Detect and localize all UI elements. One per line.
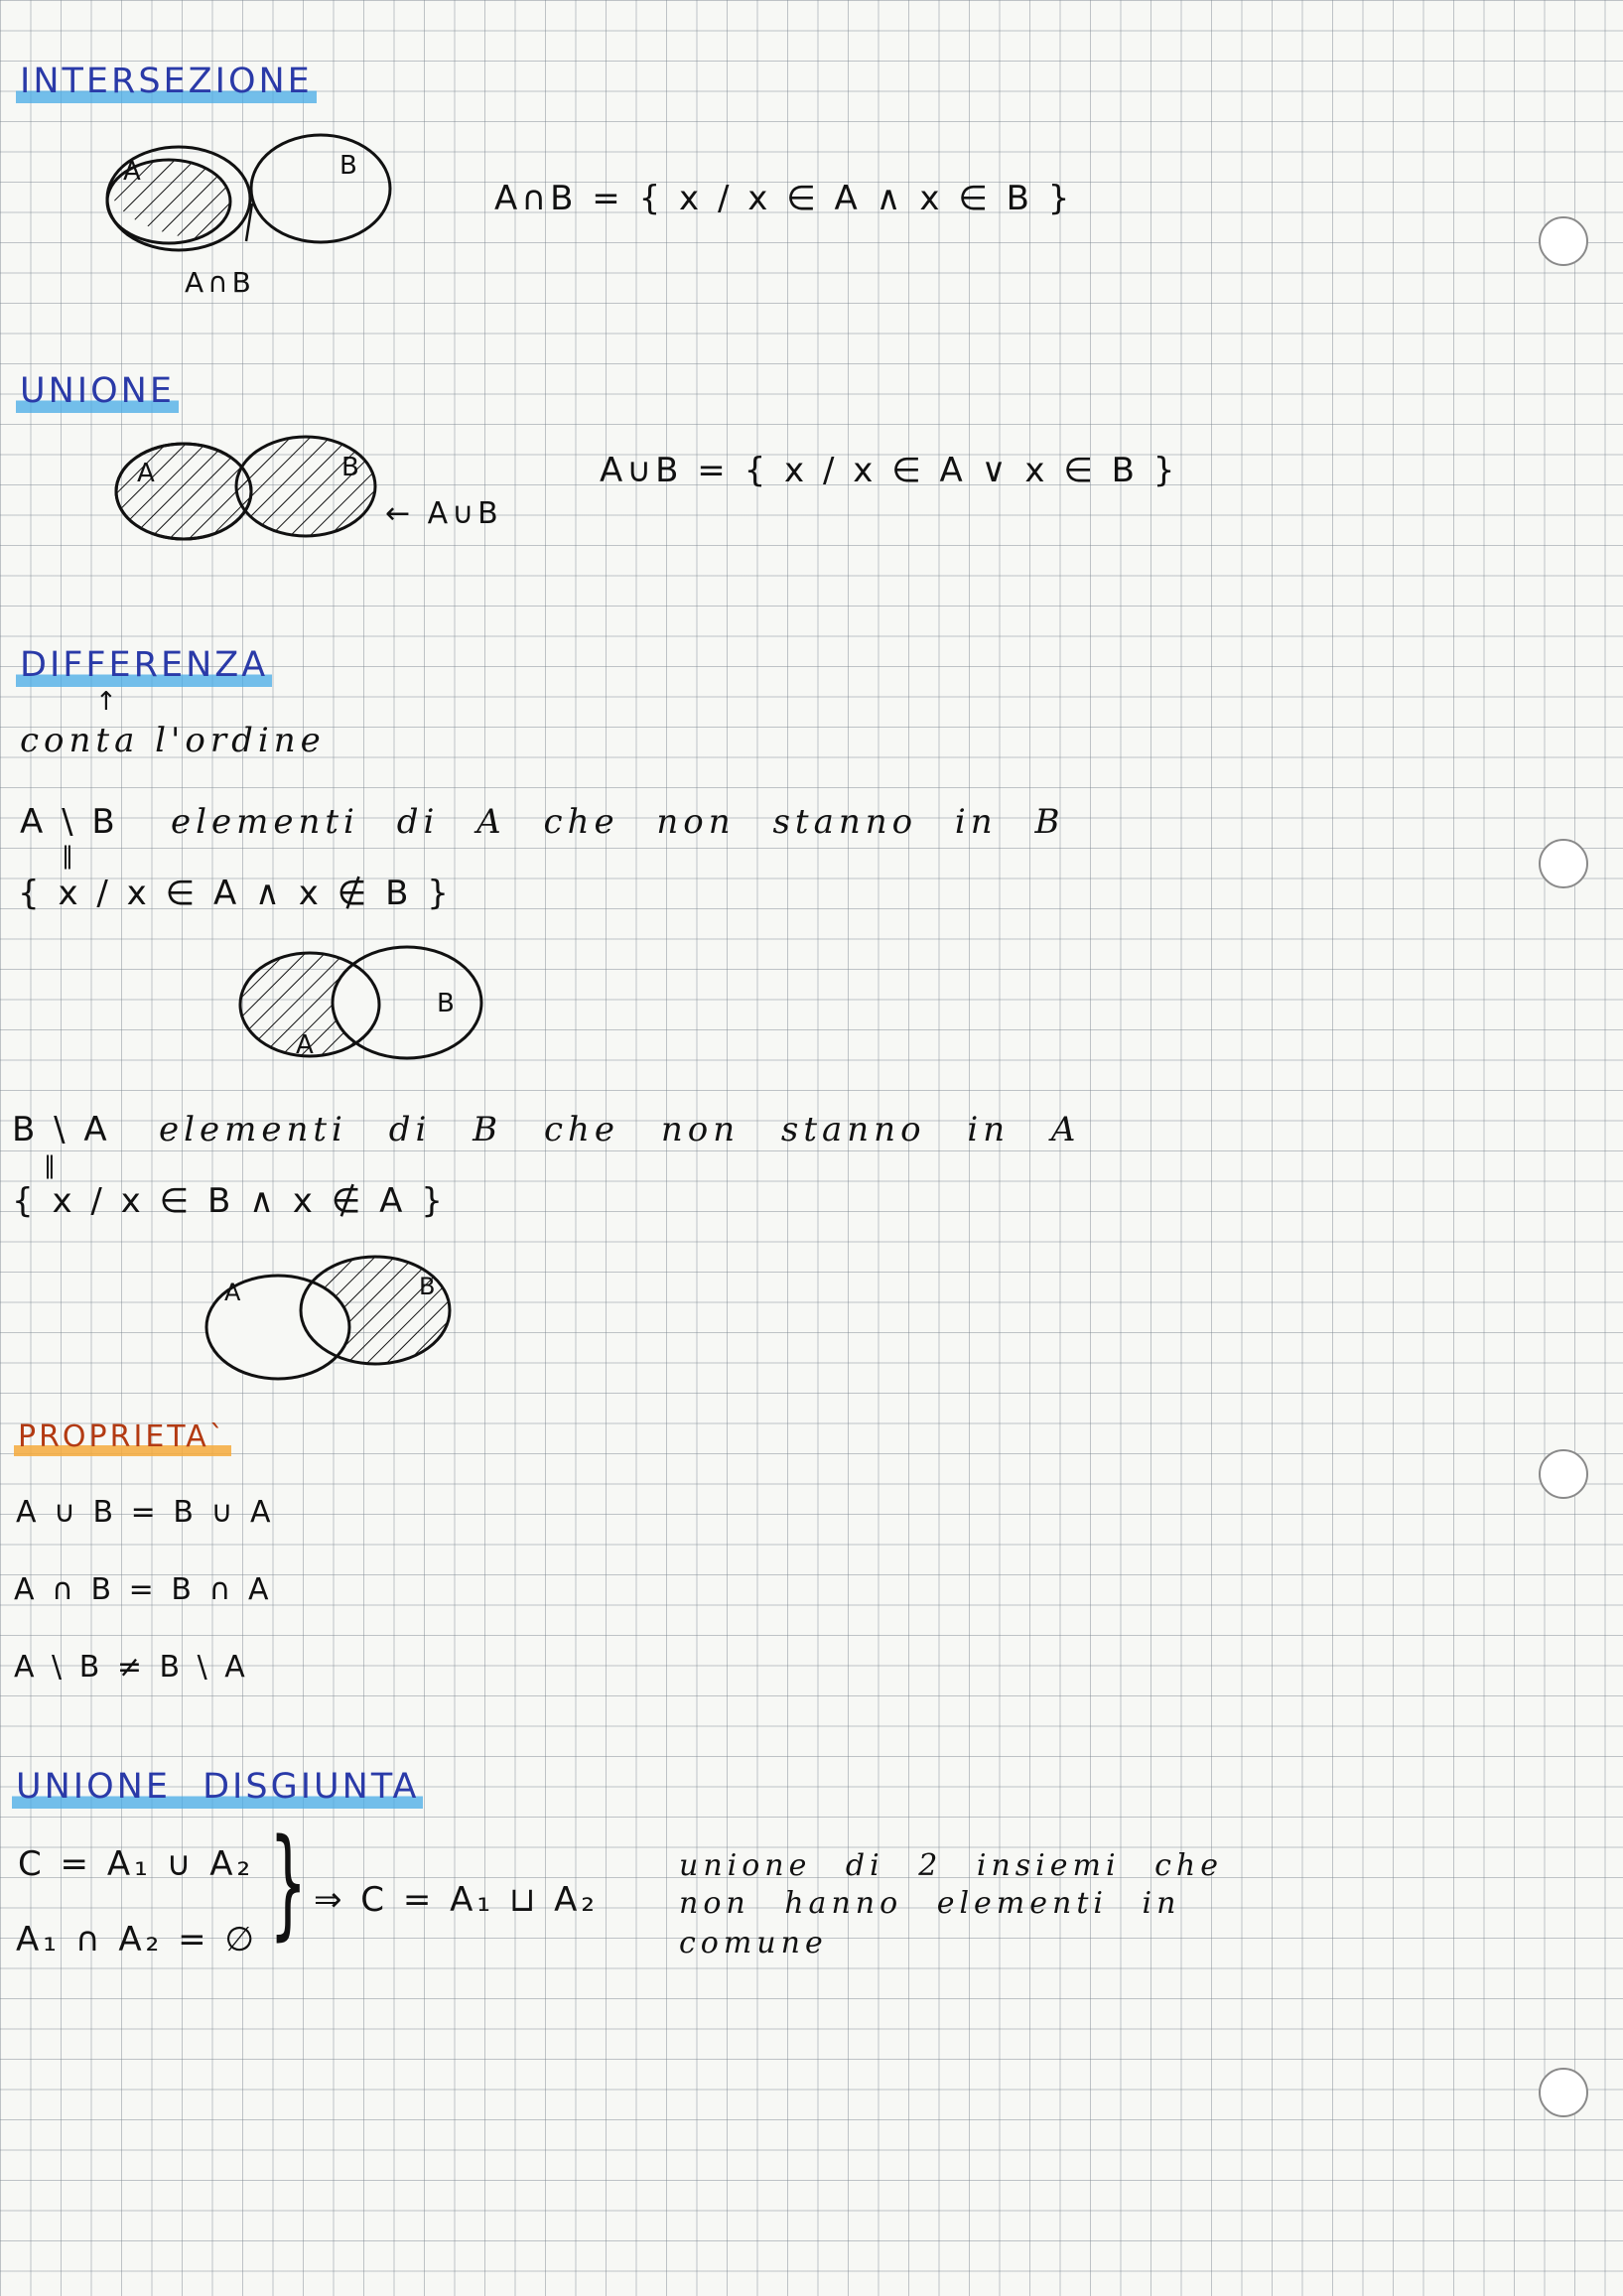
punch-hole [1539, 2068, 1588, 2117]
punch-hole [1539, 216, 1588, 266]
union-formula: A∪B = { x / x ∈ A ∨ x ∈ B } [600, 451, 1179, 490]
section-title-properties: PROPRIETA` [14, 1419, 231, 1456]
venn-label-a: A [296, 1030, 318, 1060]
section-title-union: UNIONE [16, 371, 179, 413]
b-minus-a-set: { x / x ∈ B ∧ x ∉ A } [12, 1181, 447, 1221]
disjoint-union-line2: A₁ ∩ A₂ = ∅ [16, 1920, 258, 1959]
a-minus-b-set: { x / x ∈ A ∧ x ∉ B } [18, 874, 453, 913]
venn-label-a: A [137, 459, 159, 488]
right-brace: } [269, 1815, 308, 1953]
venn-label-b: B [339, 151, 361, 181]
difference-arrow: ↑ [95, 687, 121, 717]
venn-label-b: B [341, 453, 363, 482]
venn-diagram-b-minus-a [0, 0, 516, 1410]
disjoint-union-desc-line: unione di 2 insiemi che [679, 1848, 1223, 1883]
intersection-arrow-label: A∩B [185, 266, 255, 299]
property-item: A ∪ B = B ∪ A [16, 1495, 275, 1530]
venn-label-a: A [224, 1279, 245, 1306]
disjoint-union-desc-line: non hanno elementi in [679, 1886, 1181, 1921]
section-title-intersection: INTERSEZIONE [16, 62, 317, 103]
property-item: A \ B ≠ B \ A [14, 1650, 249, 1685]
venn-label-b: B [419, 1273, 440, 1300]
b-minus-a-desc: elementi di B che non stanno in A [159, 1110, 1081, 1149]
section-title-disjoint-union: UNIONE DISGIUNTA [12, 1767, 423, 1809]
disjoint-union-implies: ⇒ C = A₁ ⊔ A₂ [314, 1880, 600, 1920]
a-minus-b-equals: ‖ [62, 842, 77, 870]
union-arrow-label: ← A∪B [385, 496, 502, 531]
section-title-difference: DIFFERENZA [16, 645, 272, 687]
punch-hole [1539, 1449, 1588, 1499]
punch-hole [1539, 839, 1588, 888]
b-minus-a-equals: ‖ [44, 1151, 60, 1179]
intersection-formula: A∩B = { x / x ∈ A ∧ x ∈ B } [494, 179, 1074, 218]
difference-note: conta l'ordine [20, 721, 326, 760]
b-minus-a-expr: B \ A [12, 1110, 111, 1149]
a-minus-b-desc: elementi di A che non stanno in B [171, 802, 1065, 842]
disjoint-union-line1: C = A₁ ∪ A₂ [18, 1844, 255, 1884]
disjoint-union-desc-line: comune [679, 1926, 828, 1960]
venn-label-a: A [123, 157, 145, 187]
a-minus-b-expr: A \ B [20, 802, 119, 842]
property-item: A ∩ B = B ∩ A [14, 1572, 273, 1607]
venn-label-b: B [437, 989, 459, 1018]
